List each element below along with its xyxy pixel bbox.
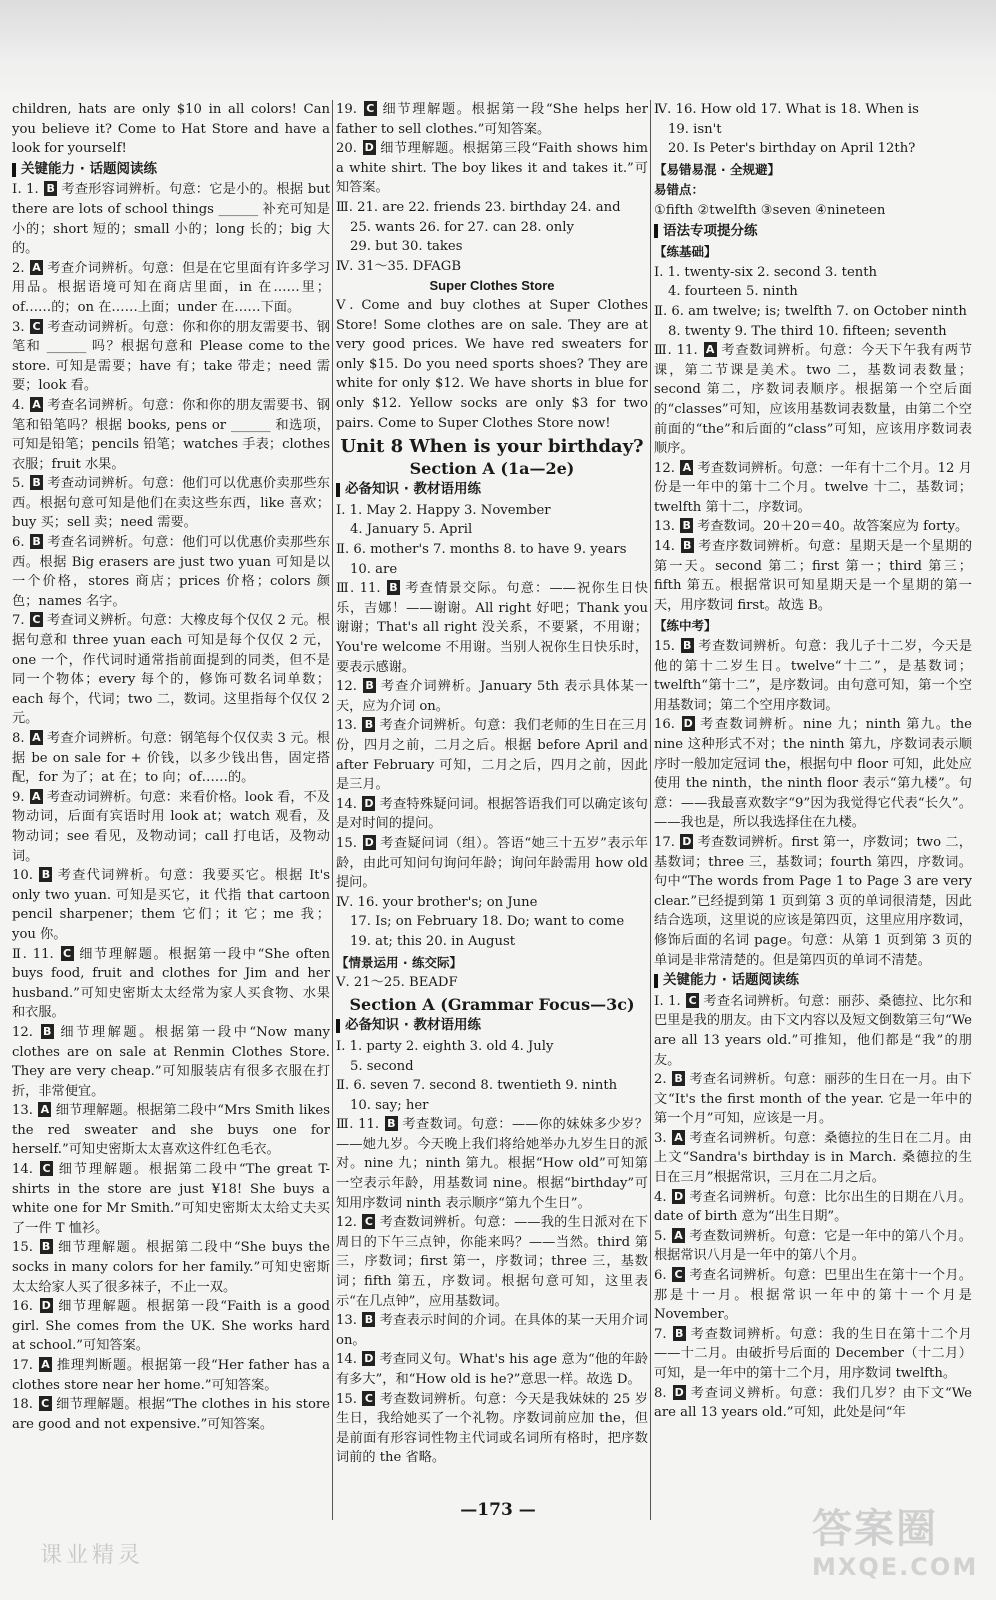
sub-heading: 【情景运用 · 练交际】 (336, 954, 462, 970)
item-number: 5. (654, 1228, 672, 1244)
item-explanation: 考查数词辨析。句意：——我的生日派对在下周日的下午三点钟，你能来吗？——当然。third 第三，序数词；first 第一，序数词；three 三，基数词；fifth 第五，序数词。根据句意可知，这里表示“在几点钟”，应用基数词。 (336, 1215, 648, 1309)
item-number: 2. (12, 260, 30, 276)
answer-item (654, 992, 972, 1070)
section-heading (12, 160, 330, 180)
item-explanation: 考查数词辨析。nine 九；ninth 第九。the nine 这种形式不对；the ninth 第九，序数词表示顺序时一般加定冠词 the，根据句中 floor 可知，此处应使用 the ninth，the ninth floor 表示“第九楼”。句意：——我最喜欢数字“9”因为我觉得它代表“长久”。——我也是，所以我选择住在九楼。 (654, 717, 972, 831)
answer-badge: B (41, 1024, 54, 1039)
answer-item (12, 180, 330, 258)
answer-badge: A (39, 1357, 52, 1372)
item-number: Ⅰ. 1. (12, 182, 44, 198)
item-explanation: 推理判断题。根据第一段“Her father has a clothes store near her home.”可知答案。 (12, 1358, 330, 1393)
answer-line: 10. are (350, 561, 398, 577)
answer-badge: D (673, 1189, 684, 1203)
heading-bar (654, 224, 658, 238)
answer-item (654, 1070, 972, 1129)
answer-line: 29. but 30. takes (350, 239, 463, 255)
answer-badge: A (680, 460, 693, 475)
answer-line: 17. Is; on February 18. Do; want to come (350, 914, 625, 930)
answer-badge: B (673, 1326, 686, 1341)
answer-line: 19. at; this 20. in August (350, 933, 516, 949)
section-title: Section A (1a—2e) (409, 458, 575, 478)
answer-line: Ⅱ. 6. seven 7. second 8. twentieth 9. ninth (336, 1078, 618, 1094)
answer-item (654, 1384, 972, 1423)
item-number: 7. (12, 613, 29, 629)
section-heading-text: 必备知识 · 教材语用练 (345, 481, 482, 498)
item-explanation: 考查数词。20＋20＝40。故答案应为 forty。 (697, 519, 969, 535)
answer-line: 19. isn't (668, 121, 722, 137)
answer-item (12, 729, 330, 788)
answer-badge: B (30, 534, 43, 549)
item-number: 2. (654, 1072, 672, 1088)
answer-item (336, 100, 648, 139)
answer-line: 4. January 5. April (350, 522, 473, 538)
heading-bar (12, 163, 16, 177)
item-explanation: 考查介词辨析。January 5th 表示具体某一天，应为介词 on。 (336, 679, 648, 714)
answer-badge: D (364, 1352, 374, 1366)
item-explanation: 考查介词辨析。句意：但是在它里面有许多学习用品。根据语境可知在商店里面，in 在……里；of……的；on 在……上面；under 在……下面。 (12, 260, 330, 315)
answer-item (336, 716, 648, 794)
item-number: 15. (654, 639, 680, 655)
unit-title: Unit 8 When is your birthday? (340, 436, 644, 458)
heading-bar (654, 974, 658, 988)
answer-badge: D (364, 835, 374, 849)
answer-line: Ⅲ. 21. are 22. friends 23. birthday 24. and (336, 199, 621, 215)
section-heading (654, 971, 972, 991)
item-number: 14. (654, 539, 680, 555)
answer-badge: B (40, 1239, 53, 1254)
answer-item (12, 1101, 330, 1160)
answer-item (654, 715, 972, 833)
section-heading (654, 222, 972, 242)
item-number: 18. (12, 1397, 38, 1413)
item-number: 3. (12, 319, 30, 335)
item-number: 6. (654, 1268, 672, 1284)
answer-badge: A (30, 260, 43, 275)
item-explanation: 考查词义辨析。句意：我们几岁？由下文“We are all 13 years old.”可知，此处是问“年 (654, 1385, 972, 1421)
answer-line: 20. Is Peter's birthday on April 12th? (668, 141, 916, 157)
item-explanation: 考查名词辨析。句意：巴里出生在第十一个月。那是十一月。根据常识一年中的第十一个月是 November。 (654, 1268, 972, 1323)
item-explanation: 细节理解题。根据第三段“Faith shows him a white shirt. The boy likes it and takes it.”可知答案。 (336, 141, 648, 196)
answer-item (336, 834, 648, 893)
item-explanation: 细节理解题。根据第一段中“She often buys food, fruit and clothes for Jim and her husband.”可知史密斯太太经常为家人买食物、水果和衣服。 (12, 946, 330, 1021)
answer-badge: D (683, 717, 693, 731)
item-explanation: 考查同义句。What's his age 意为“他的年龄有多大”，和“How old is he?”意思一样。故选 D。 (336, 1352, 648, 1387)
item-explanation: 考查数词辨析。句意：今天是我妹妹的 25 岁生日，我给她买了一个礼物。序数词前应加 the，但是前面有形容词性物主代词或名词所有格时，把序数词前的 the 省略。 (336, 1391, 648, 1466)
answer-item (12, 866, 330, 944)
item-number: 8. (12, 731, 29, 746)
answer-item (654, 537, 972, 615)
answer-item (654, 1129, 972, 1188)
item-number: 6. (12, 535, 30, 551)
answer-badge: D (41, 1299, 51, 1313)
answer-badge: B (44, 181, 57, 196)
answer-badge: A (30, 789, 43, 804)
answer-badge: A (672, 1130, 685, 1145)
answer-badge: C (30, 319, 43, 334)
answer-item (654, 1325, 972, 1384)
item-number: 15. (336, 835, 362, 851)
item-explanation: 考查数词辨析。first 第一，序数词；two 二，基数词；three 三，基数词；fourth 第四，序数词。句中“The words from Page 1 to Page 3 are very clear.”已经提到第 1 页到第 3 页的单词很清楚，因此结合选项，这里说的应该是第四页，这里应用序数词，修饰后面的名词 page。句意：从第 1 页到第 3 页的单词是非常清楚的。但是第四页的单词不清楚。 (654, 834, 972, 968)
answer-item (336, 1115, 648, 1213)
item-explanation: 考查代词辨析。句意：我要买它。根据 It's only two yuan. 可知是买它，it 代指 that cartoon pencil sharpener；them 它们；it 它；me 我；you 你。 (12, 868, 330, 942)
item-number: 14. (336, 1352, 362, 1368)
answer-badge: D (682, 834, 692, 848)
answer-line: 4. fourteen 5. ninth (668, 284, 798, 300)
item-number: 9. (12, 789, 29, 805)
item-number: 4. (654, 1189, 672, 1205)
answer-item (654, 1227, 972, 1266)
answer-badge: A (672, 1228, 685, 1243)
answer-line: 8. twenty 9. The third 10. fifteen; seventh (668, 323, 947, 339)
sub-heading: 【练基础】 (654, 244, 717, 260)
item-number: 15. (12, 1240, 39, 1256)
answer-badge: A (30, 730, 43, 745)
section-heading-text: 语法专项提分练 (663, 222, 758, 239)
answer-item (12, 259, 330, 318)
page-top-shadow (0, 0, 996, 100)
footer-logo: 课业精灵 (40, 1543, 145, 1568)
sub-heading: 【练中考】 (654, 618, 717, 634)
watermark-line1: 答案圈 (812, 1506, 938, 1552)
answer-badge: C (364, 101, 377, 116)
answer-badge: B (362, 1312, 375, 1327)
answer-badge: B (387, 580, 400, 595)
item-explanation: 考查动词辨析。句意：你和你的朋友需要书、钢笔和 ______ 吗？根据句意和 Please come to the store. 可知是需要；have 有；take 带走；need 需要；look 看。 (12, 319, 330, 394)
column-divider (332, 100, 333, 1520)
answer-item (654, 637, 972, 715)
section-heading (336, 480, 648, 500)
item-number: 4. (12, 397, 30, 413)
item-number: Ⅲ. 11. (654, 343, 703, 359)
answer-badge: B (39, 867, 52, 882)
answer-line: ①fifth ②twelfth ③seven ④nineteen (654, 202, 886, 218)
item-explanation: 考查情景交际。句意：——祝你生日快乐，吉娜！——谢谢。All right 好吧；Thank you 谢谢；That's all right 没关系，不要紧，不用谢；You're welcome 不用谢。当别人祝你生日快乐时，要表示感谢。 (336, 581, 648, 675)
item-number: Ⅲ. 11. (336, 581, 386, 597)
answer-badge: C (61, 946, 74, 961)
answer-line: children, hats are only $10 in all colors! Can you believe it? Come to Hat Store and have a look for yourself! (12, 102, 330, 157)
answer-badge: C (672, 1267, 685, 1282)
answer-line: Ⅰ. 1. May 2. Happy 3. November (336, 502, 551, 518)
item-explanation: 考查表示时间的介词。在具体的某一天用介词 on。 (336, 1313, 648, 1348)
item-number: 13. (654, 519, 680, 535)
answer-item (654, 833, 972, 970)
answer-badge: B (672, 1071, 685, 1086)
sub-heading: 易错点： (654, 182, 705, 198)
item-explanation: 细节理解题。根据“The clothes in his store are good and not expensive.”可知答案。 (12, 1397, 330, 1432)
answer-item (654, 517, 972, 537)
item-explanation: 考查数词辨析。句意：今天下午我有两节课，第二节课是美术。two 二，基数词表数量；second 第二，序数词表顺序。根据第一个空后面的“classes”可知，应该用基数词表数量，由第二个空前面的“the”和后面的“class”可知，应该用序数词表顺序。 (654, 343, 972, 457)
item-explanation: 考查数词。句意：——你的妹妹多少岁？——她九岁。今天晚上我们将给她举办九岁生日的派对。nine 九；ninth 第九。根据“How old”可知第一空表示年龄，用基数词 nine。根据“birthday”可知用序数词 ninth 表示顺序“第九个生日”。 (336, 1117, 648, 1211)
item-explanation: 细节理解题。根据第二段中“Mrs Smith likes the red sweater and she buys one for herself.”可知史密斯太太喜欢这件红色毛衣。 (12, 1103, 330, 1158)
item-explanation: 考查动词辨析。句意：来看价格。look 看，不及物动词，后面有宾语时用 look at；watch 观看，及物动词；see 看见，及物动词；call 打电话，及物动词。 (12, 789, 330, 864)
answer-line: Ⅳ. 31～35. DFAGB (336, 258, 462, 274)
item-explanation: 考查名词辨析。句意：他们可以优惠价卖那些东西。根据 Big erasers are just two yuan 可知是以一个价格，stores 商店；prices 价格；colors 颜色；names 名字。 (12, 535, 330, 609)
item-explanation: 考查名词辨析。句意：桑德拉的生日在二月。由上文“Sandra's birthday is in March. 桑德拉的生日在三月”根据常识，三月在二月之后。 (654, 1130, 972, 1186)
item-explanation: 考查数词辨析。句意：它是一年中的第八个月。根据常识八月是一年中的第八个月。 (654, 1228, 972, 1264)
answer-badge: B (681, 538, 694, 553)
item-number: 10. (12, 868, 39, 884)
answer-badge: C (362, 1391, 375, 1406)
item-explanation: 考查名词辨析。句意：比尔出生的日期在八月。date of birth 意为“出生日期”。 (654, 1189, 972, 1225)
answer-item (654, 341, 972, 459)
answer-line: Ⅱ. 6. am twelve; is; twelfth 7. on October ninth (654, 303, 967, 319)
item-explanation: 考查数词辨析。句意：我儿子十二岁，今天是他的第十二岁生日。twelve“十二”，是基数词；twelfth“第十二”，是序数词。由句意可知，第一个空用基数词；第二个空用序数词。 (654, 639, 972, 713)
answer-line: Ⅴ. Come and buy clothes at Super Clothes Store! Some clothes are on sale. They are at very good prices. We have red sweaters for only $15. Do you need sports shoes? They are white for only $12. We have shorts in blue for only $12. Yellow socks are only $3 for two pairs. Come to Super Clothes Store now! (336, 297, 648, 431)
item-number: 17. (654, 834, 680, 850)
passage-title: Super Clothes Store (429, 278, 555, 294)
answer-item (336, 1311, 648, 1350)
item-number: 15. (336, 1391, 362, 1407)
item-explanation: 考查介词辨析。句意：我们老师的生日在三月份，四月之前，二月之后。根据 before April and after February 可知，二月之后，四月之前，因此是三月。 (336, 718, 648, 793)
item-number: 16. (12, 1299, 39, 1315)
answer-badge: D (364, 141, 374, 155)
section-heading-text: 必备知识 · 教材语用练 (345, 1017, 482, 1034)
answer-item (336, 677, 648, 716)
answer-badge: A (704, 342, 717, 357)
answer-badge: C (30, 612, 43, 627)
answer-item (12, 533, 330, 611)
answer-badge: C (362, 1214, 375, 1229)
item-explanation: 细节理解题。根据第一段中“Now many clothes are on sale at Renmin Clothes Store. They are very cheap.”可知服装店有很多衣服在打折，非常便宜。 (12, 1024, 330, 1099)
answer-badge: B (680, 518, 693, 533)
answer-line: Ⅳ. 16. your brother's; on June (336, 894, 538, 910)
watermark-line2: MXQE.COM (812, 1553, 979, 1581)
answer-badge: D (364, 796, 374, 810)
answer-item (336, 139, 648, 198)
sub-heading: 【易错易混 · 全规避】 (654, 161, 780, 177)
answer-item (336, 579, 648, 677)
answer-item (654, 1266, 972, 1325)
item-number: 14. (336, 796, 362, 812)
item-number: 12. (654, 460, 680, 476)
answer-item (336, 795, 648, 834)
item-explanation: 考查疑问词（组）。答语“她三十五岁”表示年龄，由此可知问句询问年龄；询问年龄需用 how old 提问。 (336, 835, 648, 891)
item-explanation: 细节理解题。根据第二段中“The great T-shirts in the store are just ¥18! She buys a white one for Mr Smith.”可知史密斯太太给丈夫买了一件 T 恤衫。 (12, 1162, 330, 1236)
item-number: 13. (336, 1313, 362, 1329)
item-number: 16. (654, 717, 681, 733)
answer-item (12, 1023, 330, 1101)
item-number: 7. (654, 1326, 672, 1342)
item-explanation: 考查名词辨析。句意：丽莎、桑德拉、比尔和巴里是我的朋友。由下文内容以及短文倒数第三句“We are all 13 years old.”可推知，他们都是“我”的朋友。 (654, 993, 972, 1068)
answer-badge: B (363, 678, 376, 693)
answer-line: Ⅴ. 21～25. BEADF (336, 975, 458, 991)
item-number: Ⅱ. 11. (12, 946, 60, 962)
item-number: 12. (336, 1215, 362, 1231)
item-explanation: 考查数词辨析。句意：一年有十二个月。12 月份是一年中的第十二个月。twelve 十二，基数词；twelfth 第十二，序数词。 (654, 460, 972, 515)
item-number: 20. (336, 141, 362, 157)
answer-item (12, 945, 330, 1023)
column-divider (650, 100, 651, 1520)
answer-badge: A (30, 397, 43, 412)
answer-badge: B (30, 475, 43, 490)
item-explanation: 考查词义辨析。句意：大橡皮每个仅仅 2 元。根据句意和 three yuan each 可知是每个仅仅 2 元，one 一个，作代词时通常指前面提到的同类，但不是同一个物体；every 每个的，修饰可数名词单数；each 每个，代词；two 二，数词。这里指每个仅仅 2 元。 (12, 613, 330, 727)
answer-item (12, 788, 330, 866)
answer-badge: B (681, 638, 694, 653)
item-explanation: 考查动词辨析。句意：他们可以优惠价卖那些东西。根据句意可知是他们在卖这些东西，like 喜欢；buy 买；sell 卖；need 需要。 (12, 476, 330, 531)
item-explanation: 细节理解题。根据第二段中“She buys the socks in many colors for her family.”可知史密斯太太给家人买了很多袜子，不止一双。 (12, 1240, 330, 1295)
answer-item (12, 396, 330, 474)
answer-item (12, 1238, 330, 1297)
item-number: 13. (336, 718, 362, 734)
answer-line: 5. second (350, 1058, 414, 1074)
answer-item (12, 318, 330, 396)
answer-item (12, 1160, 330, 1238)
answer-badge: B (385, 1116, 398, 1131)
answer-line: Ⅰ. 1. party 2. eighth 3. old 4. July (336, 1038, 554, 1054)
item-number: 8. (654, 1385, 672, 1401)
right-column (654, 100, 972, 1520)
answer-item (336, 1390, 648, 1468)
page-number: —173 — (460, 1500, 536, 1520)
section-heading-text: 关键能力 · 话题阅读练 (21, 160, 158, 177)
item-number: 17. (12, 1358, 38, 1373)
item-number: 19. (336, 102, 363, 117)
item-explanation: 细节理解题。根据第一段“Faith is a good girl. She comes from the UK. She works hard at school.”可知答案。 (12, 1299, 330, 1354)
item-number: Ⅲ. 11. (336, 1117, 384, 1133)
answer-line: 10. say; her (350, 1097, 429, 1113)
item-explanation: 考查序数词辨析。句意：星期天是一个星期的第一天。second 第二；first 第一；third 第三；fifth 第五。根据常识可知星期天是一个星期的第一天，用序数词 first。故选 B。 (654, 539, 972, 613)
item-explanation: 考查特殊疑问词。根据答语我们可以确定该句是对时间的提问。 (336, 796, 648, 832)
answer-item (12, 1395, 330, 1434)
item-explanation: 考查名词辨析。句意：你和你的朋友需要书、钢笔和铅笔吗？根据 books, pens or ______ 和选项，可知是铅笔；pencils 铅笔；watches 手表；clothes 衣服；fruit 水果。 (12, 397, 330, 472)
item-explanation: 考查形容词辨析。句意：它是小的。根据 but there are lots of school things ______ 补充可知是小的；short 短的；small 小的；long 长的；big 大的。 (12, 182, 330, 257)
item-number: 12. (336, 679, 363, 695)
answer-badge: A (38, 1102, 51, 1117)
answer-badge: D (674, 1385, 684, 1399)
watermark (812, 1505, 982, 1585)
answer-badge: C (686, 993, 699, 1008)
item-explanation: 考查介词辨析。句意：钢笔每个仅仅卖 3 元。根据 be on sale for + 价钱，以多少钱出售，固定搭配，for 为了；at 在；to 向；of……的。 (12, 731, 330, 786)
item-number: Ⅰ. 1. (654, 993, 686, 1009)
item-explanation: 考查名词辨析。句意：丽莎的生日在一月。由下文“It's the first month of the year. 它是一年中的第一个月”可知，应该是一月。 (654, 1072, 972, 1127)
item-number: 5. (12, 476, 30, 492)
middle-column (336, 100, 648, 1520)
section-heading (336, 1016, 648, 1036)
answer-item (12, 611, 330, 729)
answer-line: Ⅰ. 1. twenty-six 2. second 3. tenth (654, 264, 878, 280)
answer-line: Ⅳ. 16. How old 17. What is 18. When is (654, 102, 919, 117)
answer-item (654, 1188, 972, 1227)
heading-bar (336, 483, 340, 497)
heading-bar (336, 1019, 340, 1033)
item-number: 12. (12, 1024, 40, 1040)
answer-item (12, 1356, 330, 1395)
answer-item (12, 474, 330, 533)
answer-item (336, 1213, 648, 1311)
answer-badge: C (39, 1396, 52, 1411)
left-column (12, 100, 330, 1520)
item-number: 3. (654, 1130, 672, 1146)
item-explanation: 考查数词辨析。句意：我的生日在第十二个月——十二月。由破折号后面的 December（十二月）可知，是一年中的第十二个月，用序数词 twelfth。 (654, 1326, 972, 1381)
item-number: 13. (12, 1103, 38, 1119)
section-heading-text: 关键能力 · 话题阅读练 (663, 972, 800, 989)
answer-line: Ⅱ. 6. mother's 7. months 8. to have 9. years (336, 542, 627, 558)
answer-item (654, 459, 972, 518)
section-title: Section A (Grammar Focus—3c) (349, 994, 635, 1014)
answer-item (336, 1350, 648, 1389)
answer-badge: C (40, 1161, 53, 1176)
answer-item (12, 1297, 330, 1356)
item-number: 14. (12, 1162, 39, 1178)
answer-badge: B (362, 717, 375, 732)
answer-line: 25. wants 26. for 27. can 28. only (350, 219, 574, 235)
item-explanation: 细节理解题。根据第一段“She helps her father to sell clothes.”可知答案。 (336, 102, 648, 137)
